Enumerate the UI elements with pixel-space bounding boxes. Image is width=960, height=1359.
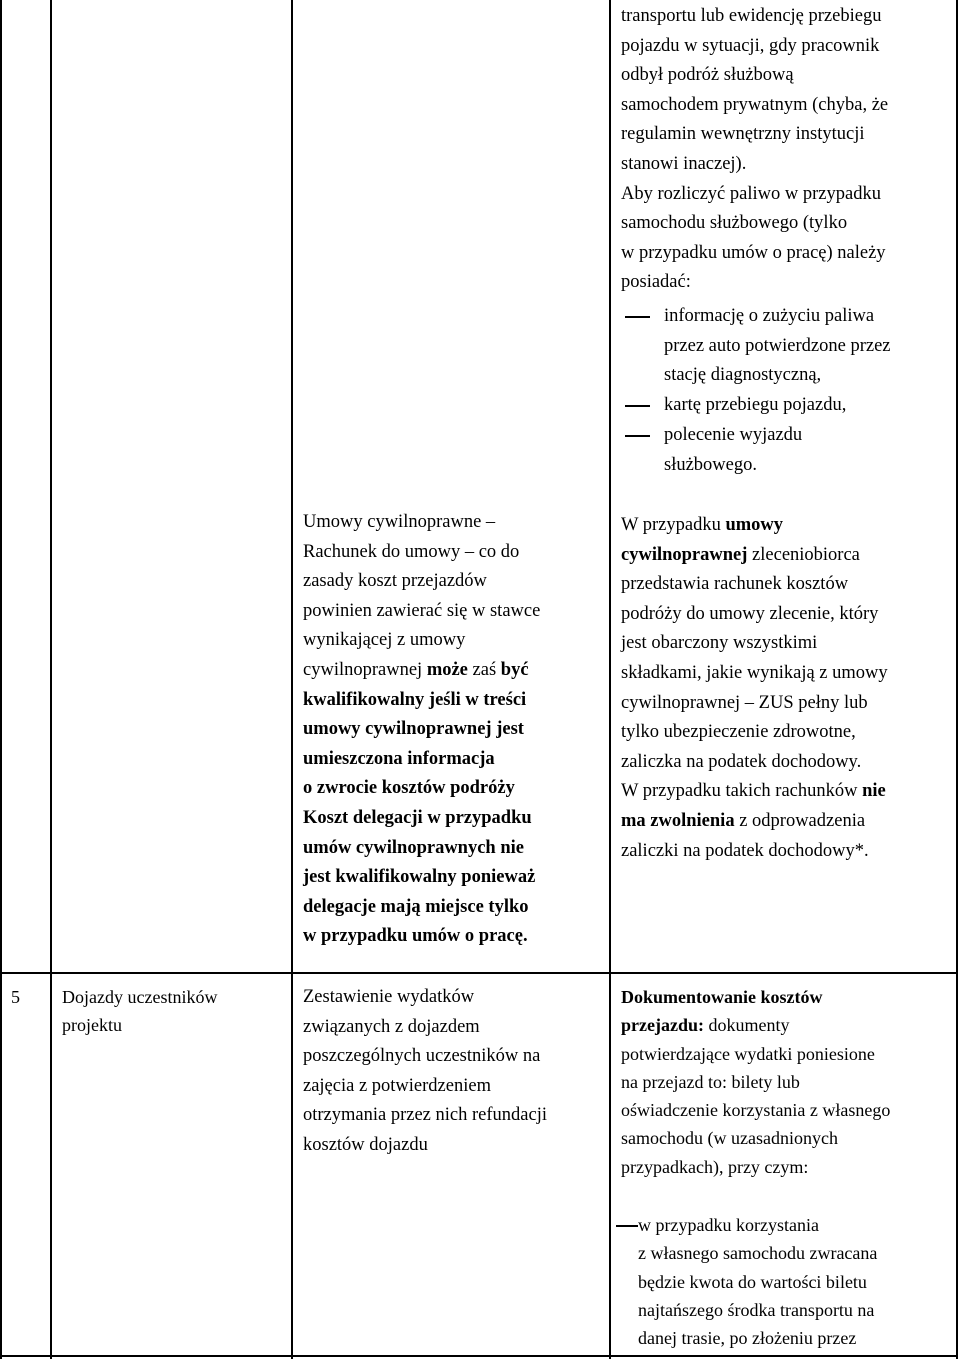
text-line: przedstawia rachunek kosztów [621, 574, 849, 595]
text-line: Aby rozliczyć paliwo w przypadku [621, 183, 881, 204]
bold-span: nie [862, 781, 886, 802]
text-line: powinien zawierać się w stawce [303, 600, 541, 621]
list-item-line: stację diagnostyczną, [664, 365, 822, 386]
bold-span: cywilnoprawnej [621, 544, 748, 565]
participant-travel-docs-cell-text [303, 983, 547, 1161]
bold-span: może [426, 659, 468, 680]
text-line: projektu [62, 1015, 122, 1036]
text-line: Umowy cywilnoprawne – [303, 512, 496, 532]
list-item-line: będzie kwota do wartości biletu [638, 1271, 867, 1292]
text-line: w przypadku umów o pracę) należy [621, 242, 886, 263]
mixed-line [621, 1011, 890, 1039]
text-line: przypadkach), przy czym: [621, 1156, 809, 1177]
text-line: kosztów dojazdu [303, 1134, 428, 1155]
text-line: składkami, jakie wynikają z umowy [621, 662, 888, 683]
list-item-line: przez auto potwierdzone przez [664, 335, 891, 356]
bold-span: ma zwolnienia [621, 810, 735, 831]
list-item-line: najtańszego środka transportu na [638, 1299, 875, 1320]
list-dash-row5 [616, 1225, 638, 1227]
text-line: tylko ubezpieczenie zdrowotne, [621, 722, 856, 743]
column-divider-1 [50, 0, 52, 1359]
text-line: zaliczka na podatek dochodowy. [621, 751, 862, 772]
bold-line: kwalifikowalny jeśli w treści [303, 689, 527, 710]
list-item-line: polecenie wyjazdu [664, 425, 803, 445]
text-line: cywilnoprawnej – ZUS pełny lub [621, 692, 868, 713]
bold-line: Dokumentowanie kosztów [621, 987, 823, 1007]
text-span: cywilnoprawnej [303, 659, 427, 680]
bold-line: jest kwalifikowalny ponieważ [303, 867, 536, 888]
text-line: odbył podróż służbową [621, 65, 794, 86]
list-item-line: kartę przebiegu pojazdu, [664, 395, 847, 415]
table-bottom-border [0, 1355, 958, 1357]
list-item-line: informację o zużyciu paliwa [664, 306, 875, 326]
bold-line: umieszczona informacja [303, 748, 495, 769]
mixed-line [621, 807, 888, 837]
text-line: zajęcia z potwierdzeniem [303, 1075, 491, 1096]
column-divider-2 [291, 0, 293, 1359]
text-span: zleceniobiorca [747, 544, 860, 565]
text-line: poszczególnych uczestników na [303, 1046, 541, 1067]
bold-span: umowy [725, 515, 784, 535]
list-item-1 [664, 302, 891, 391]
top-right-cell-text [621, 2, 888, 298]
row-number: 5 [11, 987, 20, 1007]
mixed-line [621, 777, 888, 807]
cost-category-name [62, 983, 217, 1040]
text-line: wynikającej z umowy [303, 630, 466, 651]
table-border-right [956, 0, 958, 1359]
text-span: W przypadku [621, 515, 726, 535]
travel-cost-documentation-cell-text [621, 983, 890, 1181]
text-line: Zestawienie wydatków [303, 987, 475, 1007]
text-line: samochodu (w uzasadnionych [621, 1128, 838, 1149]
bold-line: Koszt delegacji w przypadku [303, 807, 532, 828]
bold-span: być [500, 659, 529, 680]
list-item-line: służbowego. [664, 454, 757, 475]
text-line: transportu lub ewidencję przebiegu [621, 6, 882, 26]
list-item-line: w przypadku korzystania [638, 1215, 819, 1235]
civil-contracts-cell-text [303, 508, 540, 952]
text-line: regulamin wewnętrzny instytucji [621, 124, 865, 145]
text-line: posiadać: [621, 272, 691, 293]
text-line: pojazdu w sytuacji, gdy pracownik [621, 35, 880, 56]
text-line: stanowi inaczej). [621, 153, 747, 174]
text-line: oświadczenie korzystania z własnego [621, 1100, 891, 1121]
text-line: Dojazdy uczestników [62, 987, 218, 1007]
text-span: z odprowadzenia [734, 810, 866, 831]
row5-top-border [0, 972, 958, 974]
list-item-line: z własnego samochodu zwracana [638, 1243, 878, 1264]
text-line: samochodem prywatnym (chyba, że [621, 94, 889, 115]
list-item-line: danej trasie, po złożeniu przez [638, 1328, 857, 1349]
text-line: na przejazd to: bilety lub [621, 1071, 800, 1092]
text-line: Rachunek do umowy – co do [303, 541, 520, 562]
mixed-line [621, 541, 888, 571]
bold-line: umów cywilnoprawnych nie [303, 837, 524, 858]
text-span: W przypadku takich rachunków [621, 781, 863, 802]
mixed-line [303, 656, 540, 686]
list-item-2 [664, 391, 846, 421]
text-line: samochodu służbowego (tylko [621, 213, 848, 234]
text-line: zaliczki na podatek dochodowy*. [621, 840, 869, 861]
bold-line: delegacje mają miejsce tylko [303, 896, 529, 917]
list-dash-1 [625, 316, 650, 318]
text-line: otrzymania przez nich refundacji [303, 1105, 547, 1126]
text-span: dokumenty [703, 1015, 790, 1036]
bold-line: o zwrocie kosztów podróży [303, 778, 515, 799]
mixed-line [621, 511, 888, 541]
text-line: związanych z dojazdem [303, 1016, 480, 1037]
table-border-left [0, 0, 2, 1359]
list-item-3 [664, 421, 802, 480]
text-line: podróży do umowy zlecenie, który [621, 603, 879, 624]
bold-line: w przypadku umów o pracę. [303, 926, 528, 947]
text-line: potwierdzające wydatki poniesione [621, 1043, 875, 1064]
list-dash-2 [625, 405, 650, 407]
bold-line: umowy cywilnoprawnej jest [303, 719, 524, 740]
row5-list-item [638, 1211, 877, 1352]
bold-span: przejazdu: [621, 1015, 704, 1036]
list-dash-3 [625, 435, 650, 437]
column-divider-3 [609, 0, 611, 1359]
text-line: zasady koszt przejazdów [303, 571, 487, 592]
text-span: zaś [467, 659, 501, 680]
civil-contracts-docs-cell-text [621, 511, 888, 866]
text-line: jest obarczony wszystkimi [621, 633, 818, 654]
